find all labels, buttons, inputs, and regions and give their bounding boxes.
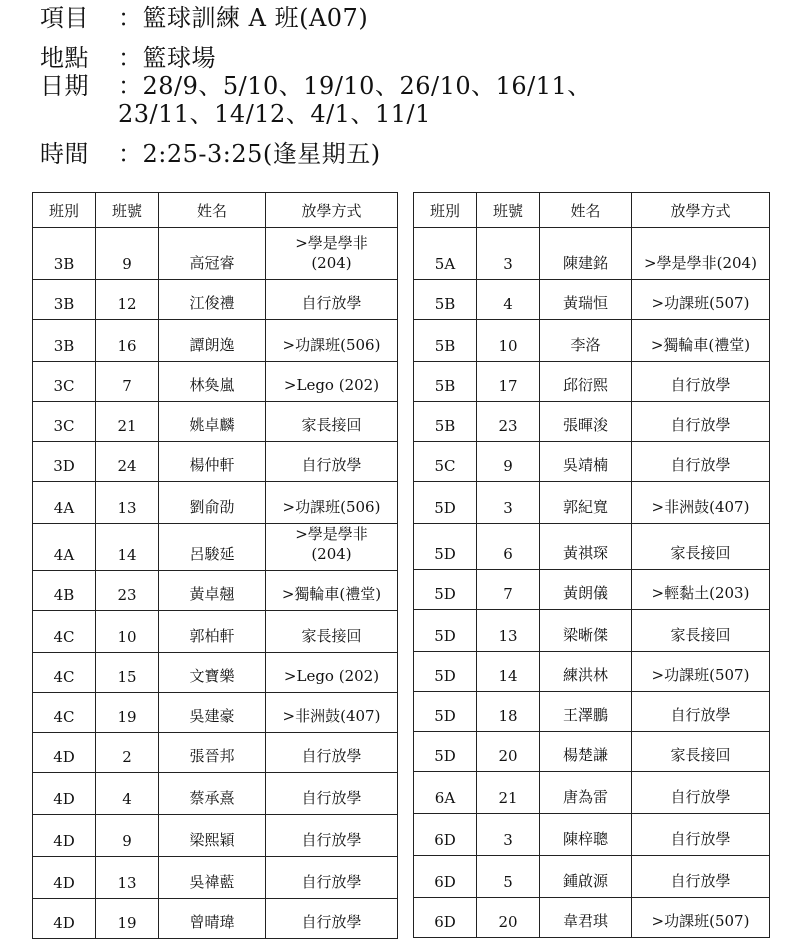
table-row [33,482,398,524]
cell-class: 5B [414,280,477,320]
table-row [33,611,398,653]
cell-method: 自行放學 [632,814,770,856]
cell-number: 10 [96,611,159,653]
cell-class: 4C [33,653,96,693]
cell-number: 9 [96,228,159,280]
cell-number: 14 [477,652,540,692]
cell-class: 5A [414,228,477,280]
cell-method: >Lego (202) [266,362,398,402]
col-header-method: 放學方式 [632,193,770,228]
cell-method: >獨輪車(禮堂) [266,571,398,611]
cell-number: 9 [96,815,159,857]
cell-class: 5D [414,652,477,692]
cell-name: 文寶樂 [159,653,266,693]
table-row [414,814,770,856]
cell-method: >輕黏土(203) [632,570,770,610]
cell-name: 郭紀寬 [540,482,632,524]
cell-number: 7 [96,362,159,402]
header-row [414,193,770,228]
col-header-class: 班別 [33,193,96,228]
cell-class: 5D [414,692,477,732]
cell-name: 吳建豪 [159,693,266,733]
cell-name: 曾晴瑋 [159,899,266,939]
cell-name: 楊仲軒 [159,442,266,482]
cell-name: 黃瑞恒 [540,280,632,320]
cell-class: 4D [33,899,96,939]
cell-method: 自行放學 [632,402,770,442]
cell-name: 張晉邦 [159,733,266,773]
time-separator: ： [118,140,143,168]
table-row [414,280,770,320]
cell-method: >功課班(507) [632,652,770,692]
cell-name: 王澤鵬 [540,692,632,732]
cell-number: 10 [477,320,540,362]
cell-number: 2 [96,733,159,773]
table-row [414,524,770,570]
cell-method: >學是學非 (204) [266,228,398,280]
cell-name: 黃卓翹 [159,571,266,611]
table-row [414,772,770,814]
cell-class: 4D [33,815,96,857]
cell-method: 自行放學 [266,899,398,939]
table-row [33,653,398,693]
cell-class: 5D [414,570,477,610]
cell-class: 3C [33,402,96,442]
cell-method: 家長接回 [632,732,770,772]
table-row [33,773,398,815]
table-row [33,571,398,611]
venue-label: 地點 [40,44,89,72]
table-row [414,482,770,524]
table-row [33,899,398,939]
cell-number: 17 [477,362,540,402]
cell-number: 3 [477,482,540,524]
cell-class: 6A [414,772,477,814]
cell-number: 13 [96,857,159,899]
cell-name: 江俊禮 [159,280,266,320]
cell-class: 5D [414,732,477,772]
cell-number: 12 [96,280,159,320]
cell-method: 自行放學 [632,772,770,814]
cell-number: 4 [96,773,159,815]
cell-class: 3B [33,280,96,320]
table-row [414,898,770,938]
col-header-number: 班號 [477,193,540,228]
table-row [33,693,398,733]
cell-method: 自行放學 [266,442,398,482]
cell-number: 21 [96,402,159,442]
cell-number: 5 [477,856,540,898]
cell-number: 24 [96,442,159,482]
cell-class: 4C [33,611,96,653]
venue-value: 籃球場 [142,44,216,72]
cell-name: 黃朗儀 [540,570,632,610]
table-row [33,815,398,857]
table-row [33,320,398,362]
cell-number: 3 [477,814,540,856]
cell-method: >功課班(506) [266,320,398,362]
cell-number: 14 [96,524,159,571]
table-row [33,733,398,773]
cell-method: >學是學非 (204) [266,524,398,571]
cell-number: 4 [477,280,540,320]
time-line [40,138,381,170]
roster-table-right [413,192,770,938]
cell-name: 張暉浚 [540,402,632,442]
cell-method: 家長接回 [266,402,398,442]
time-label: 時間 [40,140,89,168]
header-row [33,193,398,228]
cell-name: 邱衍熙 [540,362,632,402]
cell-class: 4A [33,524,96,571]
table-row [414,732,770,772]
col-header-class: 班別 [414,193,477,228]
cell-number: 21 [477,772,540,814]
table-row [33,524,398,571]
cell-name: 吳禕藍 [159,857,266,899]
right-table-wrap [413,192,770,938]
cell-class: 6D [414,814,477,856]
cell-number: 7 [477,570,540,610]
dates-continuation [118,98,431,130]
project-line [40,2,368,34]
cell-method: 自行放學 [266,773,398,815]
cell-name: 鍾啟源 [540,856,632,898]
cell-name: 高冠睿 [159,228,266,280]
cell-name: 郭柏軒 [159,611,266,653]
cell-number: 20 [477,732,540,772]
col-header-number: 班號 [96,193,159,228]
cell-number: 13 [96,482,159,524]
cell-method: 家長接回 [632,610,770,652]
table-row [414,856,770,898]
venue-separator: ： [118,44,143,72]
cell-name: 呂駿延 [159,524,266,571]
cell-class: 5B [414,320,477,362]
cell-method: 自行放學 [266,815,398,857]
cell-method: 自行放學 [632,442,770,482]
cell-name: 陳建銘 [540,228,632,280]
table-row [414,442,770,482]
cell-class: 3C [33,362,96,402]
cell-method: >非洲鼓(407) [632,482,770,524]
roster-table-left [32,192,398,939]
cell-number: 23 [96,571,159,611]
cell-name: 李洛 [540,320,632,362]
project-separator: ： [118,4,143,32]
project-value: 籃球訓練 A 班(A07) [142,4,369,32]
table-row [414,362,770,402]
project-label: 項目 [40,4,89,32]
cell-number: 19 [96,693,159,733]
dates-value-line1: 28/9、5/10、19/10、26/10、16/11、 [142,72,592,100]
cell-method: 家長接回 [266,611,398,653]
cell-name: 劉俞劭 [159,482,266,524]
cell-name: 吳靖楠 [540,442,632,482]
table-row [414,610,770,652]
table-row [33,857,398,899]
table-row [33,442,398,482]
dates-separator: ： [118,72,143,100]
cell-method: 自行放學 [632,362,770,402]
table-row [414,652,770,692]
cell-method: 自行放學 [266,733,398,773]
cell-name: 楊楚謙 [540,732,632,772]
col-header-name: 姓名 [540,193,632,228]
cell-name: 梁熙穎 [159,815,266,857]
table-row [414,320,770,362]
cell-class: 5C [414,442,477,482]
table-row [414,692,770,732]
cell-name: 譚朗逸 [159,320,266,362]
time-value: 2:25-3:25(逢星期五) [142,140,381,168]
cell-method: >功課班(507) [632,898,770,938]
cell-method: 自行放學 [266,280,398,320]
cell-method: >非洲鼓(407) [266,693,398,733]
cell-class: 3B [33,228,96,280]
table-row [33,280,398,320]
cell-name: 林奐嵐 [159,362,266,402]
cell-method: >獨輪車(禮堂) [632,320,770,362]
col-header-name: 姓名 [159,193,266,228]
cell-name: 唐為雷 [540,772,632,814]
cell-class: 3D [33,442,96,482]
cell-class: 4B [33,571,96,611]
cell-class: 5B [414,402,477,442]
cell-method: >學是學非(204) [632,228,770,280]
cell-name: 梁晰傑 [540,610,632,652]
cell-method: >功課班(507) [632,280,770,320]
cell-name: 黃祺琛 [540,524,632,570]
dates-value-line2: 23/11、14/12、4/1、11/1 [118,100,431,128]
cell-method: >Lego (202) [266,653,398,693]
table-row [414,402,770,442]
cell-number: 20 [477,898,540,938]
cell-class: 3B [33,320,96,362]
cell-number: 13 [477,610,540,652]
cell-class: 4D [33,857,96,899]
table-row [33,362,398,402]
cell-method: >功課班(506) [266,482,398,524]
cell-name: 韋君琪 [540,898,632,938]
cell-class: 5D [414,610,477,652]
cell-name: 蔡承熹 [159,773,266,815]
table-row [414,228,770,280]
cell-class: 6D [414,898,477,938]
dates-label: 日期 [40,72,89,100]
cell-class: 5D [414,482,477,524]
cell-name: 姚卓麟 [159,402,266,442]
cell-method: 自行放學 [632,856,770,898]
cell-number: 6 [477,524,540,570]
cell-class: 5B [414,362,477,402]
cell-method: 自行放學 [266,857,398,899]
table-row [33,228,398,280]
cell-class: 4D [33,773,96,815]
cell-class: 6D [414,856,477,898]
cell-method: 家長接回 [632,524,770,570]
cell-number: 9 [477,442,540,482]
cell-number: 15 [96,653,159,693]
cell-number: 16 [96,320,159,362]
table-row [414,570,770,610]
cell-name: 練洪林 [540,652,632,692]
cell-number: 23 [477,402,540,442]
cell-class: 4C [33,693,96,733]
cell-number: 3 [477,228,540,280]
cell-class: 4D [33,733,96,773]
col-header-method: 放學方式 [266,193,398,228]
cell-number: 18 [477,692,540,732]
cell-class: 5D [414,524,477,570]
left-table-wrap [32,192,398,939]
table-row [33,402,398,442]
cell-method: 自行放學 [632,692,770,732]
cell-name: 陳梓聰 [540,814,632,856]
cell-class: 4A [33,482,96,524]
cell-number: 19 [96,899,159,939]
